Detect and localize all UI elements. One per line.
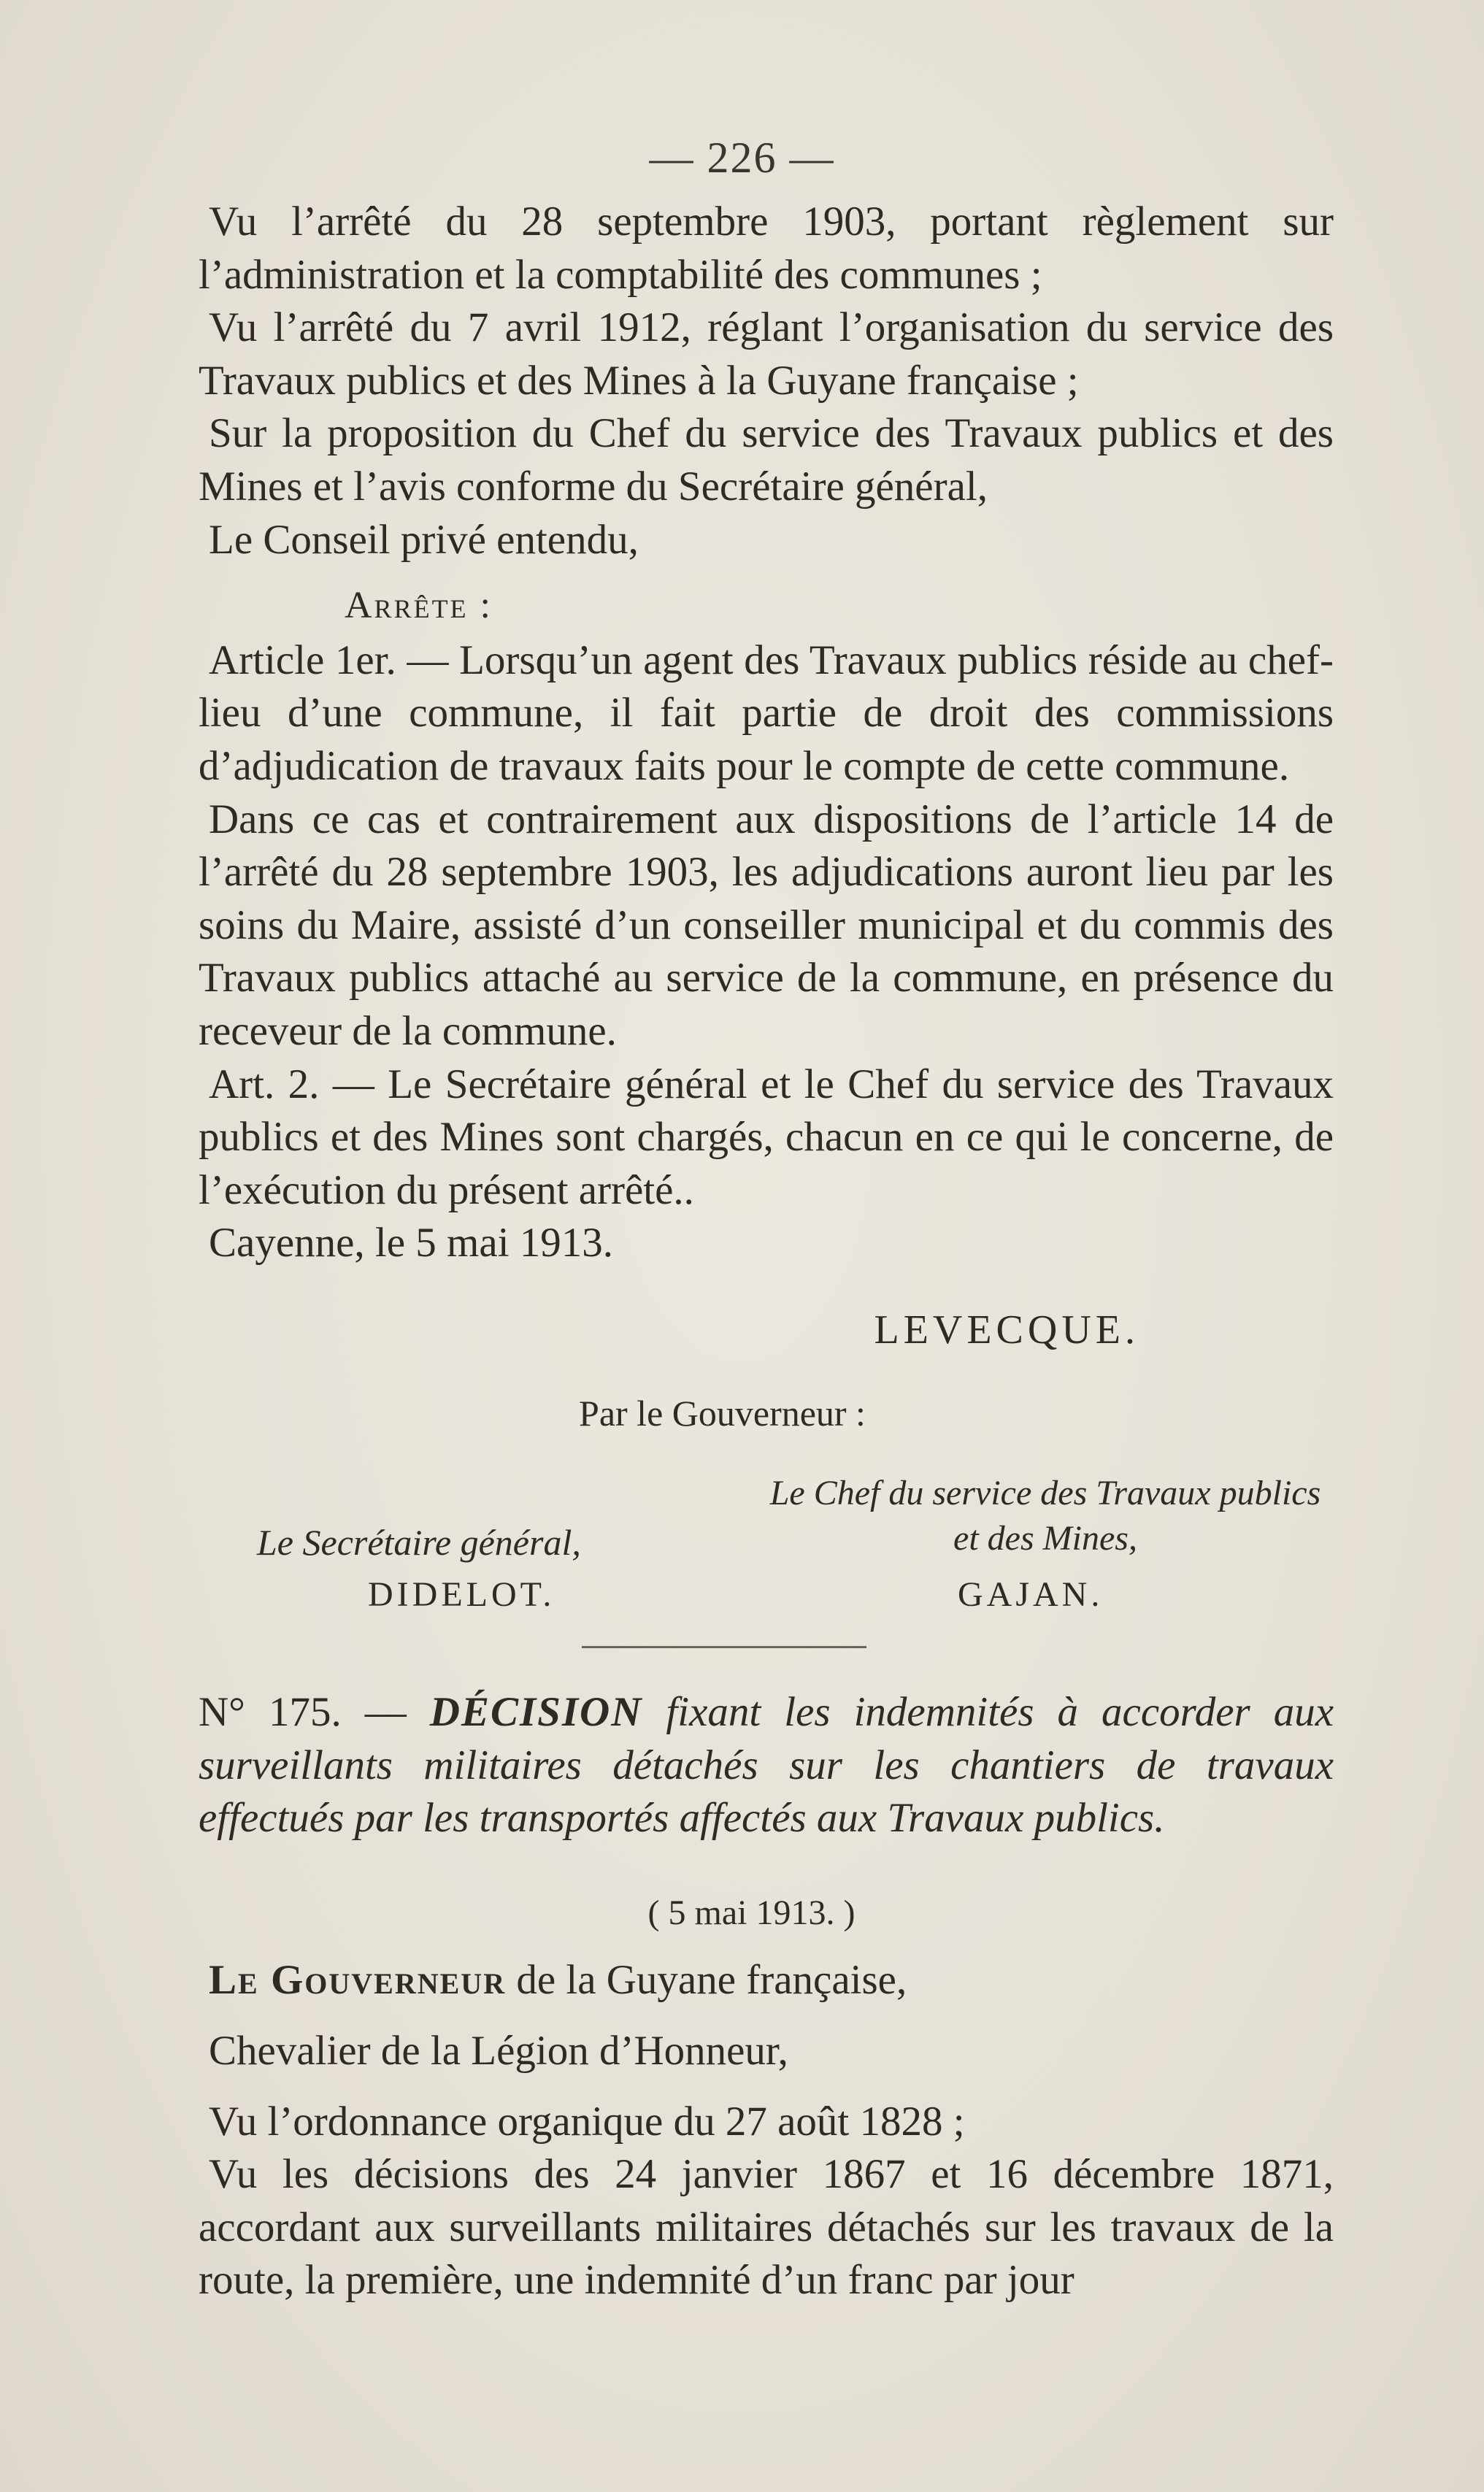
governor-prefix: Le Gouverneur xyxy=(209,1957,507,2004)
paragraph-article-1: Article 1er. — Lorsqu’un agent des Travaux publics réside au chef-lieu d’une commune, il fait partie de droit des commissions d’adjudication de travaux faits pour le compte de cette commune. xyxy=(199,637,1334,789)
governor-line xyxy=(199,1954,1334,2007)
secretary-title: Le Secrétaire général, xyxy=(257,1522,581,1564)
paragraph-conseil-prive: Le Conseil privé entendu, xyxy=(209,516,639,563)
paragraph-proposition: Sur la proposition du Chef du service des Travaux publics et des Mines et l’avis conforme du Secrétaire général, xyxy=(199,410,1334,509)
decision-number: N° 175. — xyxy=(199,1689,407,1736)
chevalier-line: Chevalier de la Légion d’Honneur, xyxy=(209,2028,788,2074)
arrete-heading: Arrête : xyxy=(345,585,493,627)
decision-title-word: DÉCISION xyxy=(429,1689,643,1736)
paragraph-vu-ordonnance: Vu l’ordonnance organique du 27 août 1828 ; xyxy=(209,2098,965,2145)
document-body xyxy=(199,196,1334,2307)
chief-title: Le Chef du service des Travaux publics et des Mines, xyxy=(769,1474,1321,1558)
decision-heading xyxy=(199,1686,1334,1845)
paragraph-vu-arrete-1903: Vu l’arrêté du 28 septembre 1903, portant règlement sur l’administration et la comptabilité des communes ; xyxy=(199,199,1334,298)
par-le-gouverneur: Par le Gouverneur : xyxy=(579,1393,866,1434)
decision-title-text: fixant les indemnités à accorder aux surveillants militaires détachés sur les chantiers de travaux effectués par les transportés affectés aux Travaux publics. xyxy=(199,1689,1334,1842)
decision-date: ( 5 mai 1913. ) xyxy=(647,1893,856,1932)
governor-rest: de la Guyane française, xyxy=(516,1957,907,2004)
paragraph-article-2: Art. 2. — Le Secrétaire général et le Chef du service des Travaux publics et des Mines sont chargés, chacun en ce qui le concerne, de l’exécution du présent arrêté.. xyxy=(199,1061,1334,1213)
place-and-date: Cayenne, le 5 mai 1913. xyxy=(209,1220,614,1266)
section-divider xyxy=(582,1646,866,1648)
paragraph-vu-decisions: Vu les décisions des 24 janvier 1867 et 16 décembre 1871, accordant aux surveillants militaires détachés sur les travaux de la route, la première, une indemnité d’un franc par jour xyxy=(199,2151,1334,2304)
secretary-name: DIDELOT. xyxy=(368,1575,555,1615)
paragraph-dans-ce-cas: Dans ce cas et contrairement aux dispositions de l’article 14 de l’arrêté du 28 septembre 1903, les adjudications auront lieu par les soins du Maire, assisté d’un conseiller municipal et du commis des Travaux publics attaché au service de la commune, en présence du receveur de la commune. xyxy=(199,796,1334,1054)
governor-signature: LEVECQUE. xyxy=(874,1307,1139,1353)
chief-name: GAJAN. xyxy=(958,1575,1104,1615)
countersignature-block xyxy=(199,1471,1334,1617)
paragraph-vu-arrete-1912: Vu l’arrêté du 7 avril 1912, réglant l’organisation du service des Travaux publics et des Mines à la Guyane française ; xyxy=(199,304,1334,404)
page-number: — 226 — xyxy=(649,134,835,182)
